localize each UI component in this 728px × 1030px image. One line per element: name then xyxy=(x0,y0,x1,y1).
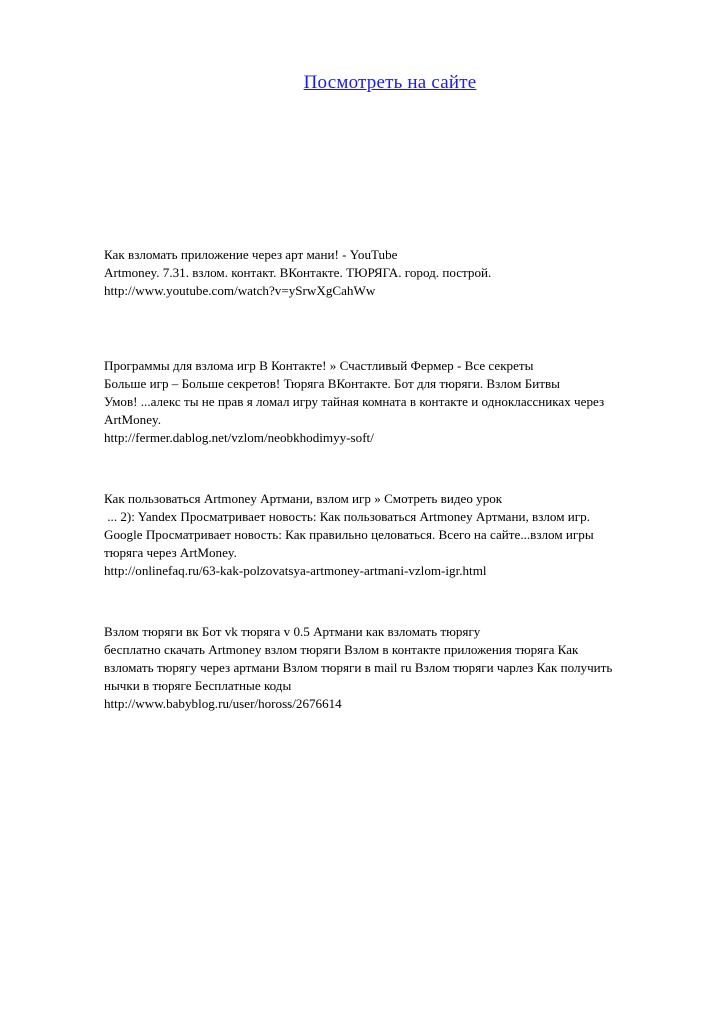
search-result-4 xyxy=(104,623,684,713)
result-snippet-line: Artmoney. 7.31. взлом. контакт. ВКонтакте. ТЮРЯГА. город. построй. xyxy=(104,265,492,280)
result-snippet-line: Больше игр – Больше секретов! Тюряга ВКонтакте. Бот для тюряги. Взлом Битвы xyxy=(104,376,560,391)
result-snippet-line: Умов! ...алекс ты не прав я ломал игру тайная комната в контакте и одноклассниках через xyxy=(104,394,605,409)
result-title: Взлом тюряги вк Бот vk тюряга v 0.5 Артмани как взломать тюрягу xyxy=(104,624,481,639)
search-result-2 xyxy=(104,357,684,447)
result-url: http://www.babyblog.ru/user/hoross/2676614 xyxy=(104,696,342,711)
search-result-3 xyxy=(104,490,684,580)
result-url: http://fermer.dablog.net/vzlom/neobkhodimyy-soft/ xyxy=(104,430,374,445)
result-title: Как взломать приложение через арт мани! - YouTube xyxy=(104,247,398,262)
result-title: Как пользоваться Artmoney Артмани, взлом игр » Смотреть видео урок xyxy=(104,491,503,506)
result-snippet-line: бесплатно скачать Artmoney взлом тюряги Взлом в контакте приложения тюряга Как xyxy=(104,642,579,657)
result-snippet-line: ... 2): Yandex Просматривает новость: Как пользоваться Artmoney Артмани, взлом игр. xyxy=(104,509,590,524)
result-snippet-line: Google Просматривает новость: Как правильно целоваться. Всего на сайте...взлом игры xyxy=(104,527,594,542)
result-url: http://onlinefaq.ru/63-kak-polzovatsya-artmoney-artmani-vzlom-igr.html xyxy=(104,563,487,578)
result-title: Программы для взлома игр В Контакте! » Счастливый Фермер - Все секреты xyxy=(104,358,534,373)
view-on-site-link[interactable]: Посмотреть на сайте xyxy=(303,72,477,93)
header xyxy=(0,72,728,94)
result-url: http://www.youtube.com/watch?v=ySrwXgCahWw xyxy=(104,283,376,298)
search-result-1 xyxy=(104,246,684,300)
result-snippet-line: нычки в тюряге Бесплатные коды xyxy=(104,678,292,693)
result-snippet-line: взломать тюрягу через артмани Взлом тюряги в mail ru Взлом тюряги чарлез Как получить xyxy=(104,660,613,675)
result-snippet-line: ArtMoney. xyxy=(104,412,161,427)
result-snippet-line: тюряга через ArtMoney. xyxy=(104,545,237,560)
